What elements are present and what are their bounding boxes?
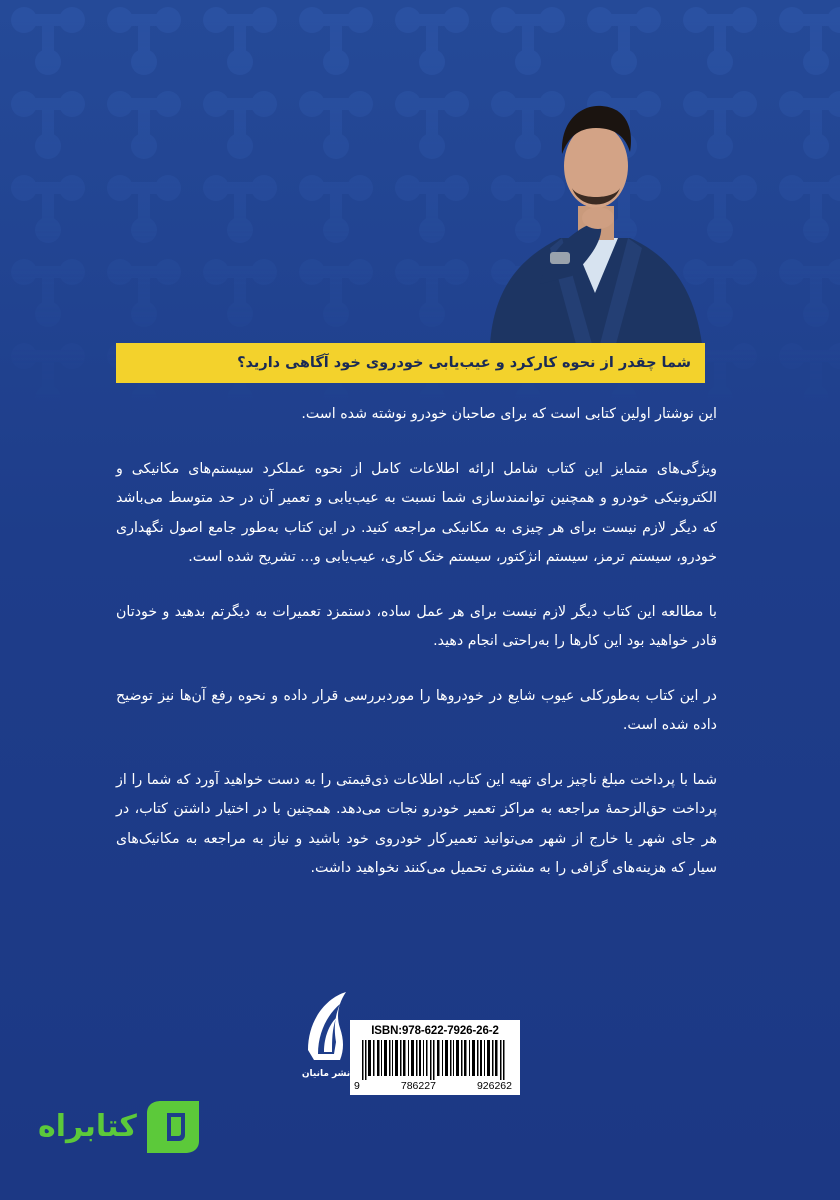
isbn-barcode-box [350, 1020, 520, 1095]
barcode [354, 1040, 514, 1080]
paragraph: شما با پرداخت مبلغ ناچیز برای تهیه این کتاب، اطلاعات ذی‌قیمتی را به دست خواهید آورد که شما را از پرداخت حق‌الزحمهٔ مراجعه به مراکز تعمیر خودرو نجات می‌دهد. همچنین با در اختیار داشتن کتاب، در هر جای شهر یا خارج از شهر می‌توانید تعمیرکار خودروی خود باشید و نیاز به مراجعه به مکانیک‌های سیار که هزینه‌های گزافی را به مشتری تحمیل می‌کنند نخواهید داشت. [116, 771, 717, 876]
paragraph: در این کتاب به‌طورکلی عیوب شایع در خودروها را موردبررسی قرار داده و نحوه رفع آن‌ها نیز توضیح داده شده است. [116, 687, 717, 733]
paragraph: این نوشتار اولین کتابی است که برای صاحبان خودرو نوشته شده است. [301, 406, 717, 422]
headline-banner [116, 343, 705, 383]
paragraph: با مطالعه این کتاب دیگر لازم نیست برای هر عمل ساده، دستمزد تعمیرات به دیگرتم بدهید و خودتان قادر خواهید بود این کارها را به‌راحتی انجام دهید. [116, 603, 717, 649]
barcode-digit-group: 786227 [400, 1080, 436, 1092]
ketabrah-logo [38, 1092, 214, 1162]
publisher-logo [300, 990, 352, 1100]
isbn-label: ISBN:978-622-7926-26-2 [371, 1025, 499, 1037]
barcode-digit-group: 926262 [476, 1080, 512, 1092]
paragraph: ویژگی‌های متمایز این کتاب شامل ارائه اطلاعات کامل از نحوه عملکرد سیستم‌های مکانیکی و الکترونیکی خودرو و همچنین توانمندسازی شما نسبت به عیب‌یابی و تعمیر آن در حد متوسط می‌باشد که دیگر لازم نیست برای هر چیزی به مکانیکی مراجعه کنید. در این کتاب به‌طور جامع اصول نگهداری خودرو، سیستم ترمز، سیستم انژکتور، سیستم خنک کاری، عیب‌یابی و... تشریح شده است. [116, 460, 717, 565]
headline-text: شما چقدر از نحوه کارکرد و عیب‌یابی خودروی خود آگاهی دارید؟ [237, 355, 691, 371]
blurb [116, 400, 717, 909]
ketabrah-badge-icon [141, 1095, 205, 1159]
barcode-digits [354, 1080, 516, 1092]
author-photo [480, 88, 710, 344]
barcode-digit-lead: 9 [354, 1080, 360, 1092]
store-name: کتابراه [38, 1109, 137, 1144]
publisher-name: نشر مانیان [301, 1069, 351, 1079]
